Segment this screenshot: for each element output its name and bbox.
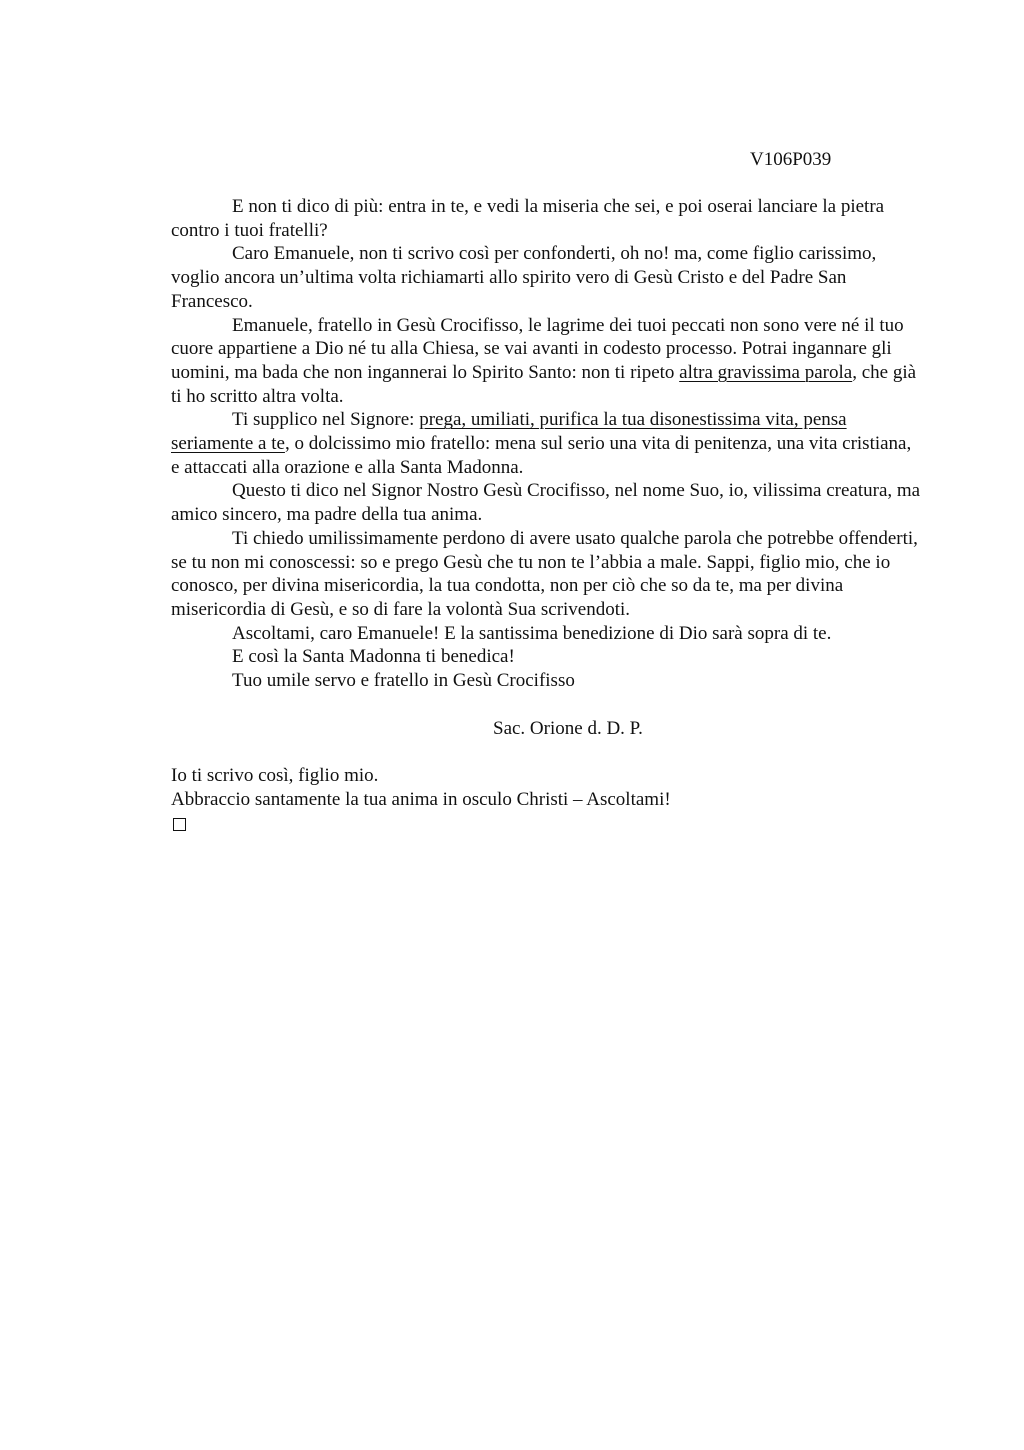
paragraph-3-text-end: , che già ti ho scritto altra volta. <box>171 361 917 407</box>
paragraph-5: Questo ti dico nel Signor Nostro Gesù Crocifisso, nel nome Suo, io, vilissima creatura, ma amico sincero, ma padre della tua anima. <box>171 480 921 526</box>
underlined-phrase: altra gravissima parola <box>679 361 853 383</box>
paragraph-7: Ascoltami, caro Emanuele! E la santissima benedizione di Dio sarà sopra di te. <box>232 622 832 644</box>
paragraph-1: E non ti dico di più: entra in te, e vedi la miseria che sei, e poi oserai lanciare la pietra contro i tuoi fratelli? <box>171 196 885 241</box>
paragraph-8: E così la Santa Madonna ti benedica! <box>232 646 515 668</box>
paragraph-4-text-end: , o dolcissimo mio fratello: mena sul serio una vita di penitenza, una vita cristiana, e attaccati alla orazione e alla Santa Madonna. <box>171 433 912 478</box>
paragraph-3 <box>171 314 921 409</box>
paragraph-4 <box>171 408 921 479</box>
postscript-line-2: Abbraccio santamente la tua anima in osculo Christi – Ascoltami! <box>171 789 671 811</box>
postscript-line-1: Io ti scrivo così, figlio mio. <box>171 765 379 787</box>
paragraph-2: Caro Emanuele, non ti scrivo così per confonderti, oh no! ma, come figlio carissimo, voglio ancora un’ultima volta richiamarti allo spirito vero di Gesù Cristo e del Padre San Francesco. <box>171 243 877 312</box>
underlined-exhortation: prega, umiliati, purifica la tua disonestissima vita, pensa seriamente a te <box>171 409 847 455</box>
paragraph-4-text-start: Ti supplico nel Signore: <box>232 409 420 431</box>
closing-line: Tuo umile servo e fratello in Gesù Crocifisso <box>232 670 575 692</box>
letter-body <box>171 195 921 838</box>
signature: Sac. Orione d. D. P. <box>493 717 643 739</box>
page-code: V106P039 <box>750 149 832 170</box>
square-outline-icon <box>173 818 186 831</box>
paragraph-6: Ti chiedo umilissimamente perdono di avere usato qualche parola che potrebbe offenderti, se tu non mi conoscessi: so e prego Gesù che tu non te l’abbia a male. Sappi, figlio mio, che io conosco, per divina misericordia, la tua condotta, non per ciò che so da te, ma per divina misericordia di Gesù, e so di fare la volontà Sua scrivendoti. <box>171 527 918 620</box>
paragraph-3-text-start: Emanuele, fratello in Gesù Crocifisso, le lagrime dei tuoi peccati non sono vere né il tuo cuore appartiene a Dio né tu alla Chiesa, se vai avanti in codesto processo. Potrai ingannare gli uomini, ma bada che non ingannerai lo Spirito Santo: non ti ripeto <box>171 314 904 383</box>
